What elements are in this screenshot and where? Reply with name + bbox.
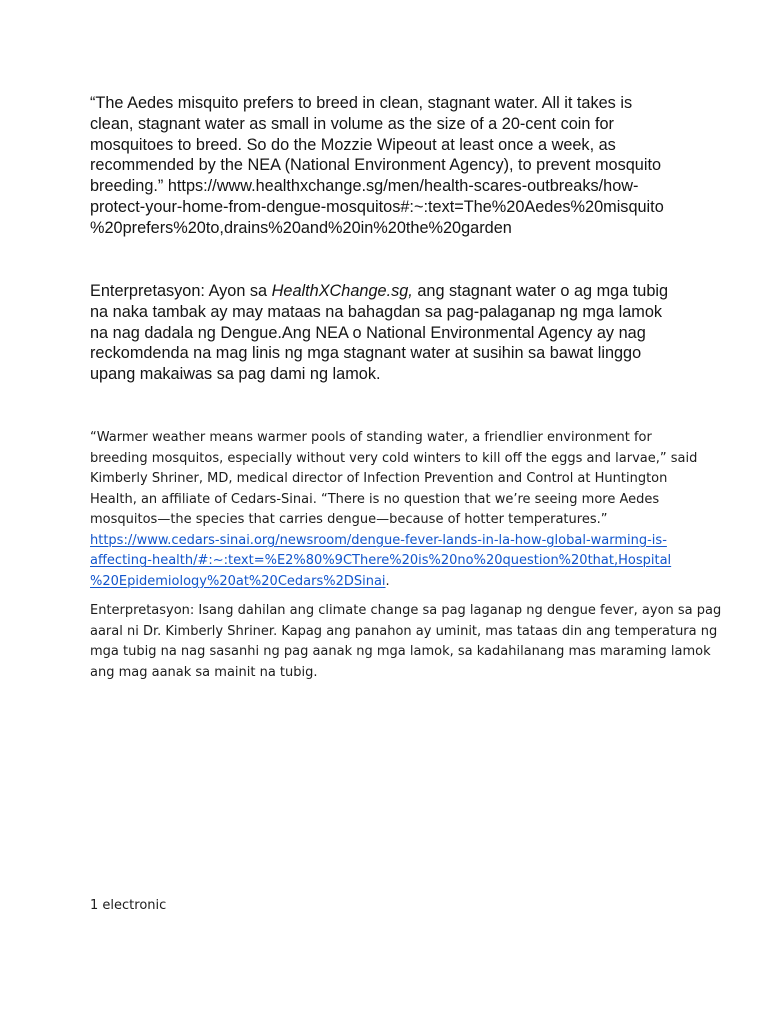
- quote-paragraph-cedars-sinai: [90, 428, 698, 592]
- cedars-sinai-link[interactable]: affecting-health/#:~:text=%E2%80%9CThere%20is%20no%20question%20that,Hospital: [90, 553, 672, 568]
- paragraph-line: breeding mosquitos, especially without very cold winters to kill off the eggs and larvae,” said: [90, 450, 698, 466]
- source-link-line: [90, 551, 680, 572]
- paragraph-line: aaral ni Dr. Kimberly Shriner. Kapag ang panahon ay uminit, mas tataas din ang temperatura ng: [90, 623, 718, 639]
- paragraph-line: ang mag aanak sa mainit na tubig.: [90, 664, 318, 680]
- source-link-line: [90, 572, 680, 593]
- paragraph-line: [90, 281, 680, 302]
- cedars-sinai-link[interactable]: https://www.cedars-sinai.org/newsroom/dengue-fever-lands-in-la-how-global-warming-is-: [90, 532, 667, 548]
- cedars-sinai-link[interactable]: %20Epidemiology%20at%20Cedars%2DSinai: [90, 573, 386, 589]
- footer-note: [90, 896, 680, 917]
- link-trailing-period: .: [385, 573, 390, 589]
- paragraph-line: “The Aedes misquito prefers to breed in clean, stagnant water. All it takes is: [90, 94, 633, 112]
- source-name: HealthXChange.sg,: [271, 282, 413, 300]
- interpretation-paragraph-1: [90, 281, 680, 385]
- paragraph-line: Health, an affiliate of Cedars-Sinai. “There is no question that we’re seeing more Aedes: [90, 491, 660, 507]
- paragraph-line: recommended by the NEA (National Environment Agency), to prevent mosquito: [90, 156, 662, 175]
- paragraph-line: Kimberly Shriner, MD, medical director of Infection Prevention and Control at Huntington: [90, 471, 668, 486]
- source-link-line: [90, 531, 680, 552]
- quote-paragraph-healthxchange: [90, 93, 680, 239]
- paragraph-line: “Warmer weather means warmer pools of standing water, a friendlier environment for: [90, 430, 652, 445]
- interpretation-continuation: ang stagnant water o ag mga tubig: [412, 282, 669, 300]
- paragraph-line: mosquitoes to breed. So do the Mozzie Wipeout at least once a week, as: [90, 135, 616, 154]
- interpretation-paragraph-2: [90, 601, 722, 683]
- paragraph-line: mga tubig na nag sasanhi ng pag aanak ng mga lamok, sa kadahilanang mas maraming lamok: [90, 644, 711, 659]
- paragraph-line: mosquitos—the species that carries dengue—because of hotter temperatures.”: [90, 512, 608, 527]
- paragraph-line: Enterpretasyon: Isang dahilan ang climate change sa pag laganap ng dengue fever, ayon sa pag: [90, 603, 722, 618]
- paragraph-line: breeding.” https://www.healthxchange.sg/men/health-scares-outbreaks/how-: [90, 177, 639, 196]
- footer-text: 1 electronic: [90, 898, 167, 913]
- paragraph-line: %20prefers%20to,drains%20and%20in%20the%20garden: [90, 218, 512, 237]
- paragraph-line: na naka tambak ay may mataas na bahagdan sa pag-palaganap ng mga lamok: [90, 302, 663, 321]
- interpretation-prefix: Enterpretasyon: Ayon sa: [90, 282, 272, 300]
- paragraph-line: reckomdenda na mag linis ng mga stagnant water at susihin sa bawat linggo: [90, 344, 642, 363]
- paragraph-line: na nag dadala ng Dengue.Ang NEA o National Environmental Agency ay nag: [90, 323, 646, 342]
- paragraph-line: clean, stagnant water as small in volume as the size of a 20-cent coin for: [90, 114, 614, 133]
- paragraph-line: protect-your-home-from-dengue-mosquitos#:~:text=The%20Aedes%20misquito: [90, 197, 664, 216]
- paragraph-line: upang makaiwas sa pag dami ng lamok.: [90, 365, 381, 384]
